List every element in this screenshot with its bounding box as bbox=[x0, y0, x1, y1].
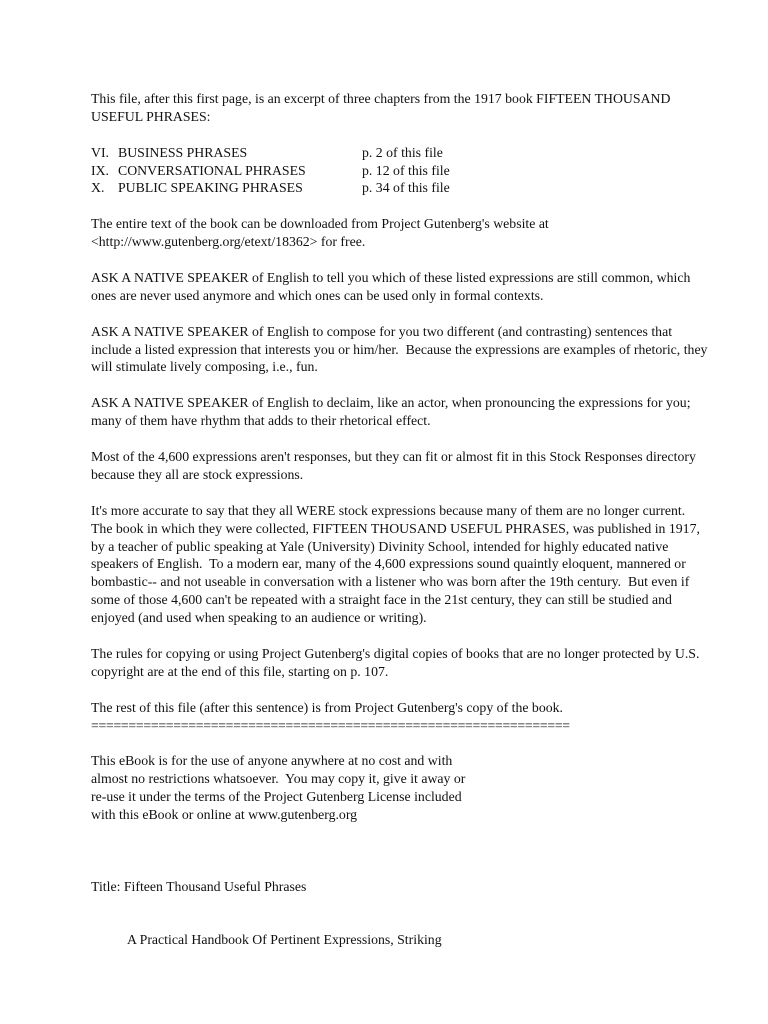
license-line: almost no restrictions whatsoever. You may copy it, give it away or bbox=[91, 771, 466, 787]
rest-of-file-paragraph: The rest of this file (after this sentence) is from Project Gutenberg's copy of the book. bbox=[91, 699, 563, 715]
chapter-list bbox=[91, 144, 711, 198]
chapter-title: BUSINESS PHRASES bbox=[118, 144, 248, 160]
chapter-page: p. 34 of this file bbox=[362, 180, 450, 196]
book-title: Title: Fifteen Thousand Useful Phrases bbox=[91, 878, 307, 894]
document-page bbox=[91, 90, 711, 985]
license-line: with this eBook or online at www.gutenberg.org bbox=[91, 807, 358, 823]
book-subtitle: A Practical Handbook Of Pertinent Expressions, Striking bbox=[127, 932, 442, 948]
chapter-number: X. bbox=[91, 180, 105, 196]
book-title-block bbox=[91, 842, 711, 985]
chapter-title: CONVERSATIONAL PHRASES bbox=[118, 162, 306, 178]
ask-paragraph-3: ASK A NATIVE SPEAKER of English to declaim, like an actor, when pronouncing the expressions for you; many of them have rhythm that adds to their rhetorical effect. bbox=[91, 395, 694, 429]
chapter-page: p. 2 of this file bbox=[362, 144, 443, 160]
chapter-item bbox=[91, 144, 711, 162]
ask-paragraph-1: ASK A NATIVE SPEAKER of English to tell you which of these listed expressions are still common, which ones are never used anymore and which ones can be used only in formal contexts. bbox=[91, 269, 694, 303]
chapter-number: VI. bbox=[91, 144, 110, 160]
intro-paragraph: This file, after this first page, is an excerpt of three chapters from the 1917 book FIFTEEN THOUSAND USEFUL PHRASES: bbox=[91, 91, 674, 124]
chapter-number: IX. bbox=[91, 162, 110, 178]
chapter-item bbox=[91, 162, 711, 180]
ask-paragraph-2: ASK A NATIVE SPEAKER of English to compose for you two different (and contrasting) sentences that include a listed expression that interests you or him/her. Because the expressions are examples of rhetoric, they will stimulate lively composing, i.e., fun. bbox=[91, 323, 711, 375]
license-line: This eBook is for the use of anyone anywhere at no cost and with bbox=[91, 753, 453, 769]
chapter-item bbox=[91, 179, 711, 197]
download-paragraph: The entire text of the book can be downloaded from Project Gutenberg's website at <http://www.gutenberg.org/etext/18362> for free. bbox=[91, 216, 553, 250]
chapter-title: PUBLIC SPEAKING PHRASES bbox=[118, 180, 303, 196]
expressions-paragraph: Most of the 4,600 expressions aren't responses, but they can fit or almost fit in this Stock Responses directory because they all are stock expressions. bbox=[91, 448, 700, 482]
separator-line: ================================================================ bbox=[91, 717, 570, 733]
history-paragraph: It's more accurate to say that they all WERE stock expressions because many of them are no longer current. The book in which they were collected, FIFTEEN THOUSAND USEFUL PHRASES, was published in 1917, by a teacher of public speaking at Yale (University) Divinity School, intended for highly educated native speakers of English. To a modern ear, many of the 4,600 expressions sound quaintly eloquent, mannered or bombastic-- and not useable in conversation with a listener who was born after the 19th century. But even if some of those 4,600 can't be repeated with a straight face in the 21st century, they can still be studied and enjoyed (and used when speaking to an audience or writing). bbox=[91, 502, 704, 626]
license-line: re-use it under the terms of the Project Gutenberg License included bbox=[91, 789, 462, 805]
chapter-page: p. 12 of this file bbox=[362, 162, 450, 178]
license-notice bbox=[91, 752, 711, 824]
copyright-rules-paragraph: The rules for copying or using Project Gutenberg's digital copies of books that are no longer protected by U.S. copyright are at the end of this file, starting on p. 107. bbox=[91, 645, 703, 679]
